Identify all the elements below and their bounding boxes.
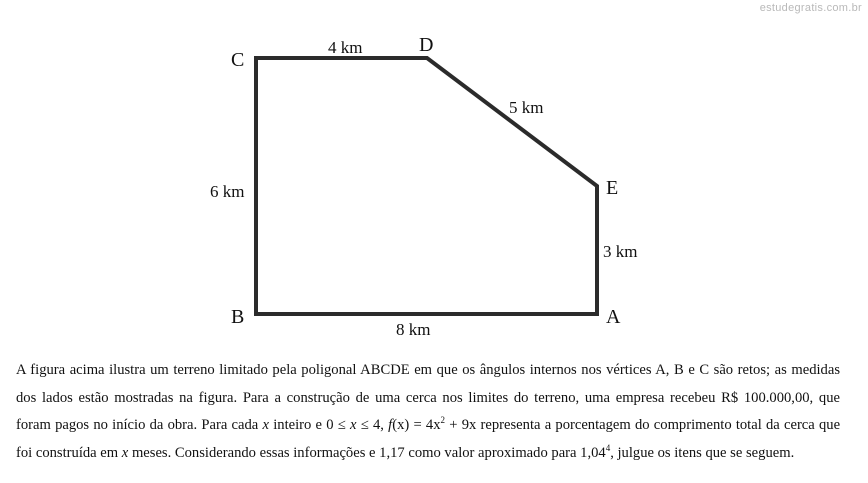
line3-part-b: inteiro e 0 ≤: [273, 417, 346, 433]
var-x: x: [121, 444, 129, 461]
line3-part-d: = 4x: [413, 417, 441, 433]
exponent: 2: [440, 415, 446, 425]
side-label-ab: 8 km: [396, 320, 431, 339]
line3-part-c: ≤ 4,: [360, 417, 384, 433]
vertex-label-a: A: [606, 306, 621, 328]
side-label-cd: 4 km: [328, 38, 363, 57]
line3-part-a: foram pagos no início da obra. Para cada: [16, 417, 259, 433]
line3-part-e: + 9x representa a porcentagem do comprimento total da cerca que: [449, 417, 841, 433]
vertex-label-d: D: [419, 34, 434, 56]
polygon-abcde: [256, 58, 597, 314]
var-x: x: [262, 417, 269, 433]
side-label-ea: 3 km: [603, 242, 638, 261]
line4-part-a: foi construída em: [16, 444, 119, 461]
line4-part-c: , julgue os itens que se seguem.: [610, 444, 795, 461]
vertex-label-c: C: [231, 49, 245, 71]
statement-line-2: dos lados estão mostradas na figura. Para a construção de uma cerca nos limites do terreno, uma empresa recebeu R$ 100.000,00, que: [16, 389, 840, 406]
var-x: x: [350, 417, 357, 433]
side-label-bc: 6 km: [210, 182, 245, 201]
vertex-label-b: B: [231, 306, 245, 328]
side-label-de: 5 km: [509, 98, 544, 117]
statement-line-4: [16, 440, 840, 468]
statement-line-1: A figura acima ilustra um terreno limitado pela poligonal ABCDE em que os ângulos internos nos vértices A, B e C são retos; as medidas: [16, 362, 840, 378]
exponent: 4: [605, 442, 611, 453]
function-arg: (x): [392, 417, 410, 433]
statement-line-3: [16, 412, 840, 440]
line4-part-b: meses. Considerando essas informações e 1,17 como valor aproximado para 1,04: [131, 444, 606, 461]
problem-statement: [16, 357, 840, 467]
watermark: estudegratis.com.br: [759, 2, 862, 14]
vertex-label-e: E: [606, 177, 619, 199]
function-f: f: [388, 417, 393, 433]
